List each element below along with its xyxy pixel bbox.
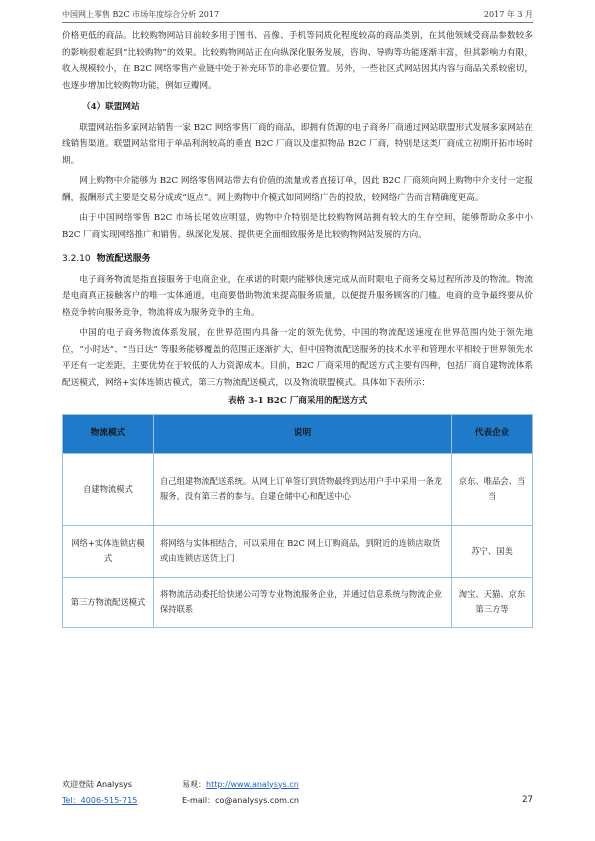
table-header-row xyxy=(63,414,533,453)
footer-site xyxy=(182,779,533,790)
cell-description: 将网络与实体相结合，可以采用在 B2C 网上订购商品，到附近的连锁店取货或由连锁店送货上门 xyxy=(154,525,452,577)
subheading-alliance-sites: （4）联盟网站 xyxy=(82,102,140,112)
table-row xyxy=(63,453,533,525)
paragraph-alliance-definition: 联盟网站指多家网站销售一家 B2C 网络零售厂商的商品，即拥有货源的电子商务厂商通过网站联盟形式发展多家网站在线销售渠道。联盟网站常用于单品利润较高的垂直 B2C 厂商以及虚拟物品 B2C 厂商，特别是这类厂商成立初期开拓市场时期。 xyxy=(62,122,533,166)
footer-email: E-mail：co@analysys.com.cn xyxy=(182,795,299,805)
paragraph-long-tail: 由于中国网络零售 B2C 市场长尾效应明显，购物中介特别是比较购物网站拥有较大的生存空间，能够帮助众多中小 B2C 厂商实现网络推广和销售。纵深化发展、提供更全面细致服务是比较购物网站发展的方向。 xyxy=(62,213,533,240)
table-row xyxy=(63,525,533,577)
cell-representative: 苏宁、国美 xyxy=(452,525,533,577)
section-heading xyxy=(62,251,533,268)
table-caption: 表格 3-1 B2C 厂商采用的配送方式 xyxy=(227,396,368,406)
footer-welcome: 欢迎登陆 Analysys xyxy=(62,779,133,789)
column-header-mode: 物流模式 xyxy=(63,414,154,453)
delivery-mode-table xyxy=(62,414,533,628)
header-date: 2017 年 3 月 xyxy=(483,10,533,19)
paragraph-shopping-agent: 网上购物中介能够为 B2C 网络零售网站带去有价值的流量或者直接订单，因此 B2C 厂商须向网上购物中介支付一定报酬，报酬形式主要是交易分成或“返点”。网上购物中介模式如同网络广告的投放，较网络广告而言精确度更高。 xyxy=(62,176,533,203)
page-number: 27 xyxy=(522,795,533,805)
cell-mode: 第三方物流配送模式 xyxy=(63,577,154,627)
table-row xyxy=(63,577,533,627)
column-header-description: 说明 xyxy=(154,414,452,453)
paragraph-china-logistics: 中国的电子商务物流体系发展，在世界范围内具备一定的领先优势，中国的物流配送速度在世界范围内处于领先地位，“小时达”、“当日达” 等服务能够覆盖的范围正逐渐扩大，但中国物流配送服务的技术水平和管理水平相较于世界领先水平还有一定差距，主要优势在于较低的人力资源成本。目前，B2C 厂商采用的配送方式主要有四种，包括厂商自建物流体系配送模式，网络+实体连锁店模式，第三方物流配送模式，以及物流联盟模式。具体如下表所示： xyxy=(62,328,533,388)
header-title: 中国网上零售 B2C 市场年度综合分析 2017 xyxy=(62,10,220,19)
column-header-representative: 代表企业 xyxy=(452,414,533,453)
page-header xyxy=(62,6,533,23)
footer-phone-link[interactable]: Tel：4006-515-715 xyxy=(62,795,138,805)
cell-description: 自己组建物流配送系统。从网上订单签订到货物最终到达用户手中采用一条龙服务，没有第三者的参与。自建仓储中心和配送中心 xyxy=(154,453,452,525)
footer-site-label: 易观： xyxy=(182,779,206,789)
cell-description: 将物流活动委托给快递公司等专业物流服务企业，并通过信息系统与物流企业保持联系 xyxy=(154,577,452,627)
paragraph-ecommerce-logistics: 电子商务物流是指直接服务于电商企业，在承诺的时限内能够快速完成从而时限电子商务交易过程所涉及的物流。物流是电商真正接触客户的唯一实体通道，电商要借助物流来提高服务质量，以便提升服务顾客的门槛。电商的竞争最终要从价格竞争转向服务竞争，物流将成为服务竞争的主角。 xyxy=(62,274,533,318)
cell-mode: 自建物流模式 xyxy=(63,453,154,525)
cell-representative: 京东、唯品会、当当 xyxy=(452,453,533,525)
cell-representative: 淘宝、天猫、京东第三方等 xyxy=(452,577,533,627)
cell-mode: 网络+实体连锁店模式 xyxy=(63,525,154,577)
footer-site-link[interactable]: http://www.analysys.cn xyxy=(206,779,299,789)
section-number: 3.2.10 xyxy=(62,254,91,264)
paragraph-comparison-shopping: 价格更低的商品。比较购物网站目前较多用于图书、音像、手机等同质化程度较高的商品类别，在其他领域受商品参数较多的影响很难起到“比较购物”的效果。比较购物网站正在向纵深化服务发展，咨询、导购等功能逐渐丰富，但其影响力有限，收入规模较小，在 B2C 网络零售产业链中处于补充环节的非必要位置。另外，一些社区式网站因其内容与商品关系较密切，也逐步增加比较购物功能，例如豆瓣网。 xyxy=(62,31,533,91)
page-content xyxy=(62,28,533,628)
section-title: 物流配送服务 xyxy=(96,254,151,264)
page-footer xyxy=(62,776,533,808)
